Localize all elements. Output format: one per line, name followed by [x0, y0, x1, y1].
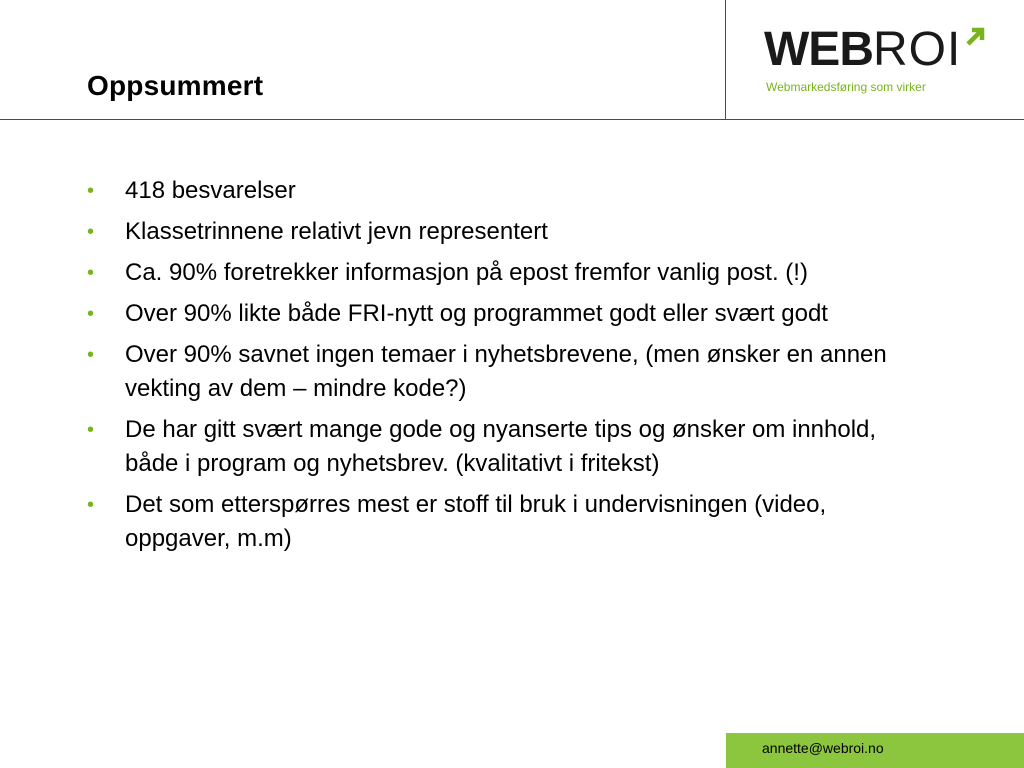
bullet-item [87, 488, 935, 556]
footer-bar [726, 733, 1024, 768]
bullet-marker: • [87, 221, 95, 243]
bullet-item [87, 256, 935, 290]
bullet-text: Ca. 90% foretrekker informasjon på epost fremfor vanlig post. (!) [125, 259, 808, 286]
bullet-item [87, 413, 935, 481]
slide-title: Oppsummert [87, 70, 264, 101]
bullet-text: De har gitt svært mange gode og nyanserte tips og ønsker om innhold, både i program og nyhetsbrev. (kvalitativt i fritekst) [125, 416, 877, 477]
bullet-marker: • [87, 344, 95, 366]
bullet-text: Over 90% savnet ingen temaer i nyhetsbrevene, (men ønsker en annen vekting av dem – mindre kode?) [125, 341, 887, 402]
bullet-item [87, 215, 935, 249]
bullet-text: Det som etterspørres mest er stoff til bruk i undervisningen (video, oppgaver, m.m) [125, 491, 827, 552]
bullet-item [87, 297, 935, 331]
bullet-marker: • [87, 262, 95, 284]
slide-header [0, 0, 1024, 120]
bullet-list [87, 174, 947, 563]
bullet-text: Klassetrinnene relativt jevn representert [125, 218, 548, 245]
bullet-text: Over 90% likte både FRI-nytt og programmet godt eller svært godt [125, 300, 828, 327]
header-divider [725, 0, 726, 119]
webroi-logo [764, 23, 987, 76]
logo-text-light: ROI [872, 23, 962, 76]
footer-email: annette@webroi.no [762, 740, 884, 756]
bullet-marker: • [87, 494, 95, 516]
logo-tagline: Webmarkedsføring som virker [766, 80, 926, 94]
bullet-marker: • [87, 419, 95, 441]
arrow-up-right-icon [963, 25, 987, 49]
bullet-text: 418 besvarelser [125, 177, 296, 204]
bullet-item [87, 338, 935, 406]
bullet-marker: • [87, 180, 95, 202]
logo-text-bold: WEB [764, 23, 873, 76]
bullet-marker: • [87, 303, 95, 325]
bullet-item [87, 174, 935, 208]
